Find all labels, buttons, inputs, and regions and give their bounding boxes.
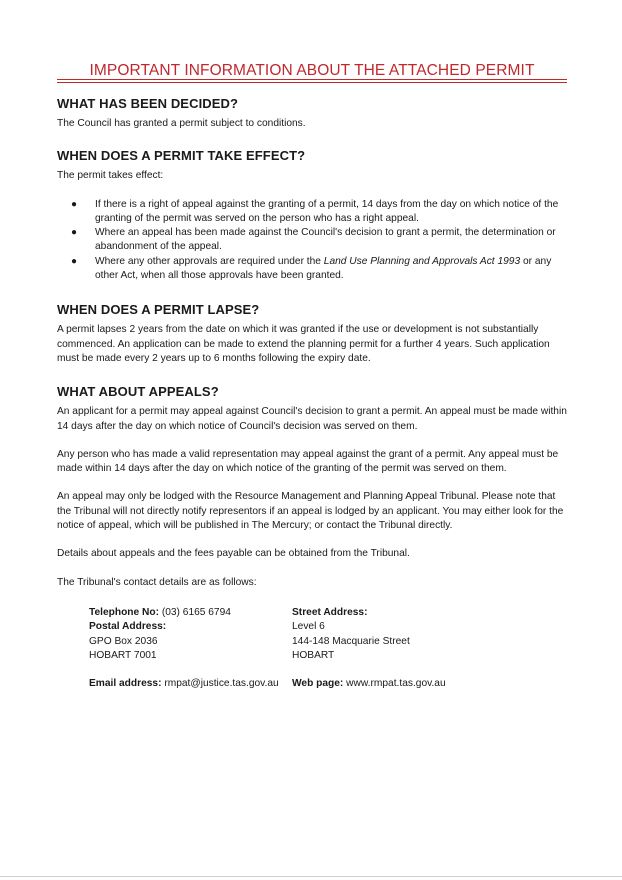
- list-item-text: Where an appeal has been made against the Council's decision to grant a permit, the determination or abandonment of the appeal.: [95, 227, 556, 253]
- list-item-text-post: or any other Act, when all those approvals have been granted.: [95, 255, 552, 282]
- section-heading: WHAT ABOUT APPEALS?: [57, 384, 219, 400]
- street-line: 144-148 Macquarie Street: [292, 635, 410, 647]
- appeal-paragraph: An appeal may only be lodged with the Resource Management and Planning Appeal Tribunal. Please note that the Tribunal will not directly notify representors if an appeal is lodged by an applicant. You may either look for the notice of appeal, which will be published in The Mercury; or contact the Tribunal directly.: [57, 491, 564, 532]
- section-text: A permit lapses 2 years from the date on which it was granted if the use or development is not substantially commenced. An application can be made to extend the planning permit for a further 4 years. Such application must be made every 2 years up to 6 months following the expiry date.: [57, 324, 550, 364]
- section-heading: WHAT HAS BEEN DECIDED?: [57, 96, 239, 111]
- postal-line: HOBART 7001: [89, 649, 157, 661]
- title-rule-bottom: [57, 82, 567, 83]
- postal-label: Postal Address:: [89, 621, 167, 633]
- contact-column-left: [89, 606, 292, 691]
- title-rule-top: [57, 79, 567, 80]
- act-name: Land Use Planning and Approvals Act 1993: [323, 255, 521, 267]
- list-item-text-pre: Where any other approvals are required under the: [95, 255, 324, 267]
- email-line: [89, 677, 292, 691]
- appeal-paragraph: An applicant for a permit may appeal against Council's decision to grant a permit. An appeal must be made within 14 days after the day on which notice of Council's decision was served on them.: [57, 406, 567, 432]
- document-body: [57, 96, 569, 691]
- web-label: Web page:: [292, 678, 344, 690]
- telephone-line: [89, 606, 292, 620]
- section-effect: [57, 148, 569, 283]
- section-appeals: [57, 384, 569, 590]
- appeal-paragraph: Details about appeals and the fees payable can be obtained from the Tribunal.: [57, 548, 410, 560]
- web-line: [292, 677, 552, 691]
- page-bottom-edge: [0, 876, 622, 877]
- section-heading: WHEN DOES A PERMIT LAPSE?: [57, 302, 260, 318]
- list-item: [57, 198, 569, 227]
- tribunal-contact-details: [89, 606, 569, 691]
- contact-column-right: [292, 606, 552, 691]
- bullet-icon: ●: [71, 198, 78, 210]
- street-line: HOBART: [292, 649, 335, 661]
- appeal-paragraph: The Tribunal's contact details are as follows:: [57, 576, 257, 588]
- section-heading: WHEN DOES A PERMIT TAKE EFFECT?: [57, 148, 306, 164]
- section-lapse: [57, 302, 569, 366]
- web-value: www.rmpat.tas.gov.au: [343, 678, 446, 690]
- postal-line: GPO Box 2036: [89, 635, 158, 647]
- telephone-value: (03) 6165 6794: [159, 606, 231, 618]
- section-text: The Council has granted a permit subject to conditions.: [57, 118, 306, 129]
- appeal-paragraph: Any person who has made a valid representation may appeal against the grant of a permit. Any appeal must be made within 14 days after the day on which notice of the granting of the permit was served on them.: [57, 448, 559, 475]
- list-item: [57, 226, 569, 255]
- list-item: [57, 255, 569, 284]
- bullet-icon: ●: [71, 227, 78, 239]
- email-value: rmpat@justice.tas.gov.au: [161, 678, 279, 690]
- effect-bullet-list: [57, 198, 569, 284]
- telephone-label: Telephone No:: [89, 606, 159, 618]
- section-decided: [57, 96, 569, 131]
- section-intro: The permit takes effect:: [57, 170, 164, 182]
- street-label: Street Address:: [292, 606, 368, 618]
- page-title: IMPORTANT INFORMATION ABOUT THE ATTACHED PERMIT: [89, 62, 535, 79]
- bullet-icon: ●: [71, 255, 78, 267]
- list-item-text: If there is a right of appeal against the granting of a permit, 14 days from the day on which notice of the granting of the permit was served on the person who has a right appeal.: [95, 198, 559, 224]
- street-line: Level 6: [292, 621, 325, 633]
- email-label: Email address:: [89, 678, 162, 690]
